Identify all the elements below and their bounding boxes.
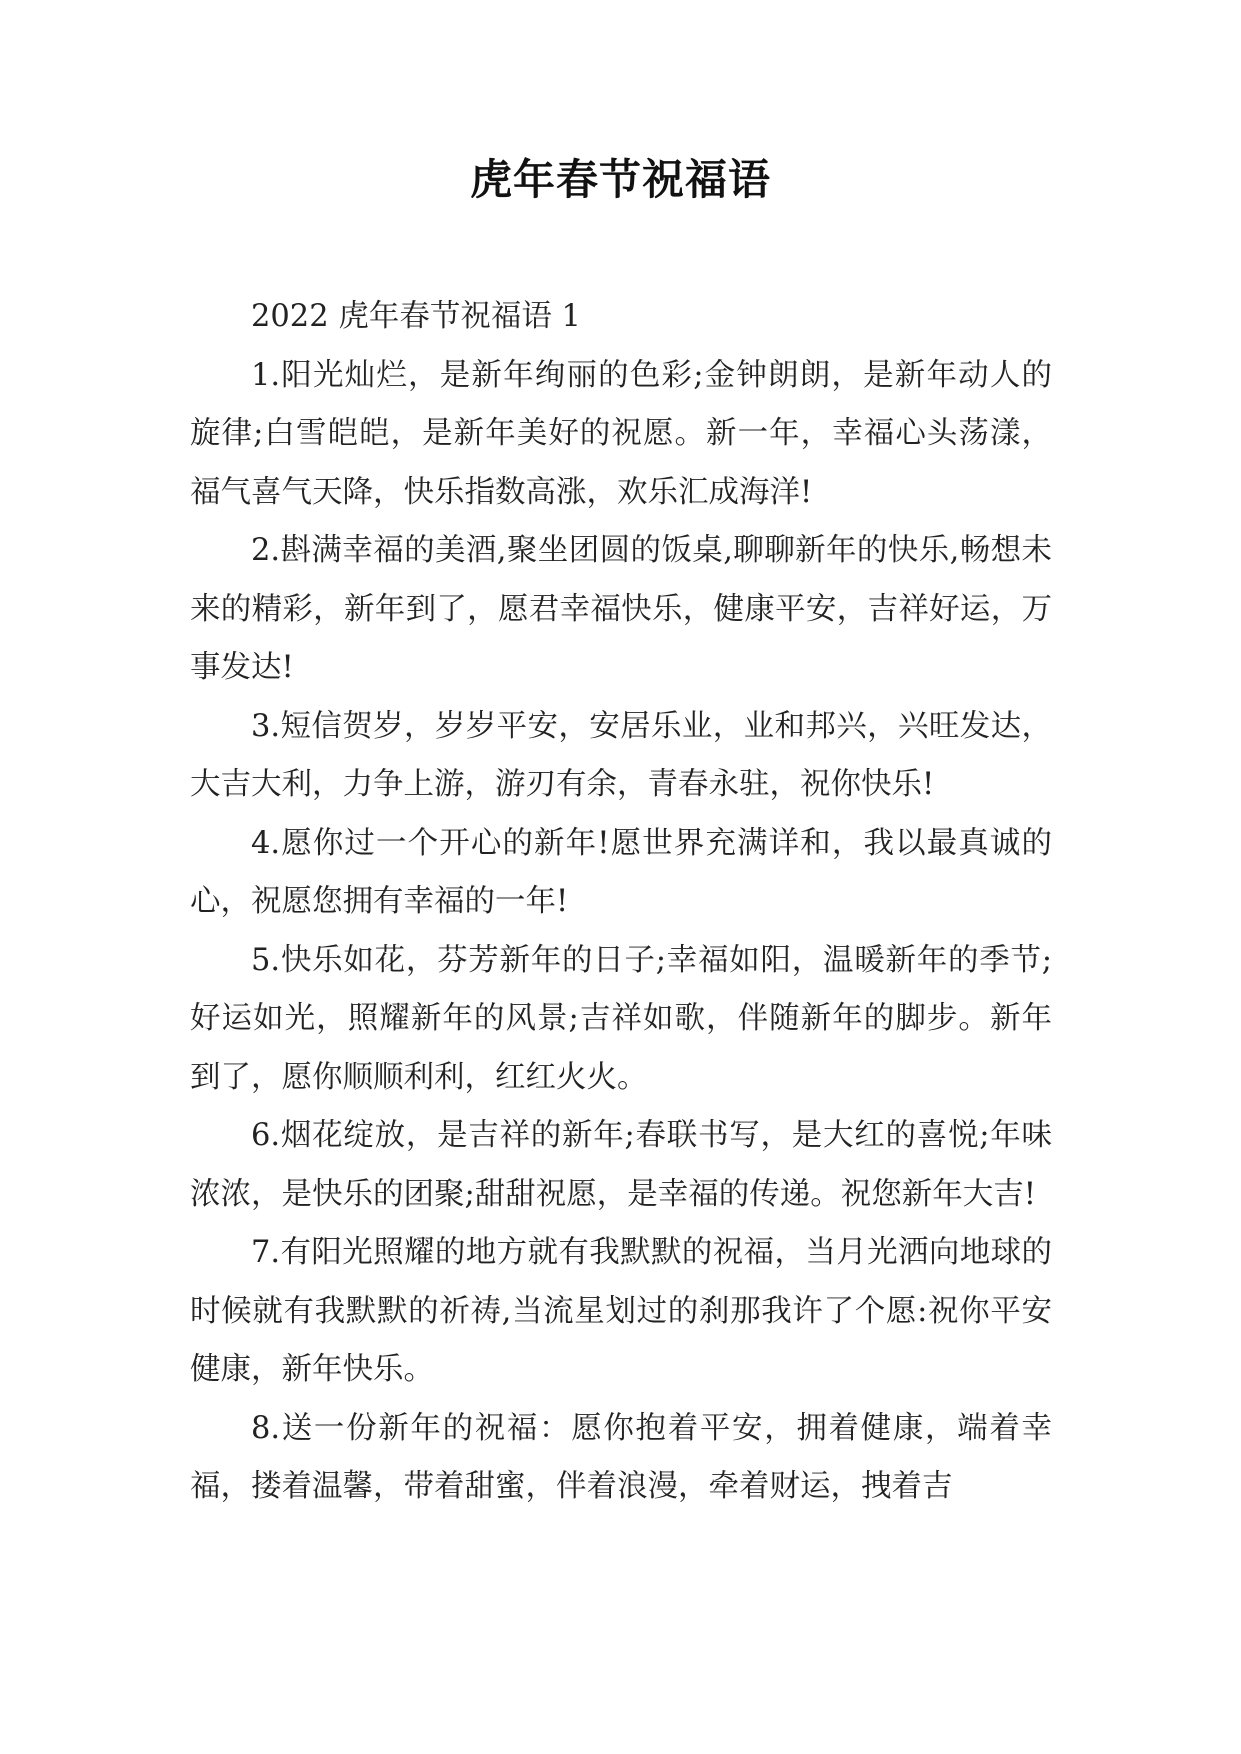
- paragraph-3: 3.短信贺岁，岁岁平安，安居乐业，业和邦兴，兴旺发达，大吉大利，力争上游，游刃有余，青春永驻，祝你快乐!: [190, 708, 1052, 802]
- paragraph-2: 2.斟满幸福的美酒,聚坐团圆的饭桌,聊聊新年的快乐,畅想未来的精彩，新年到了，愿君幸福快乐，健康平安，吉祥好运，万事发达!: [190, 533, 1052, 685]
- paragraph-1: 1.阳光灿烂，是新年绚丽的色彩;金钟朗朗，是新年动人的旋律;白雪皑皑，是新年美好的祝愿。新一年，幸福心头荡漾，福气喜气天降，快乐指数高涨，欢乐汇成海洋!: [190, 357, 1052, 510]
- paragraph-4: 4.愿你过一个开心的新年!愿世界充满详和，我以最真诚的心，祝愿您拥有幸福的一年!: [190, 825, 1052, 919]
- paragraph-6: 6.烟花绽放，是吉祥的新年;春联书写，是大红的喜悦;年味浓浓，是快乐的团聚;甜甜祝愿，是幸福的传递。祝您新年大吉!: [190, 1118, 1052, 1212]
- document-title: 虎年春节祝福语: [469, 155, 771, 204]
- paragraph-7: 7.有阳光照耀的地方就有我默默的祝福，当月光洒向地球的时候就有我默默的祈祷,当流星划过的刹那我许了个愿:祝你平安健康，新年快乐。: [190, 1235, 1052, 1387]
- paragraph-5: 5.快乐如花，芬芳新年的日子;幸福如阳，温暖新年的季节;好运如光，照耀新年的风景;吉祥如歌，伴随新年的脚步。新年到了，愿你顺顺利利，红红火火。: [190, 942, 1052, 1095]
- section-heading: 2022 虎年春节祝福语 1: [251, 299, 581, 334]
- paragraph-8: 8.送一份新年的祝福：愿你抱着平安，拥着健康，端着幸福，搂着温馨，带着甜蜜，伴着浪漫，牵着财运，拽着吉: [190, 1410, 1052, 1504]
- document-body: [190, 288, 1052, 1517]
